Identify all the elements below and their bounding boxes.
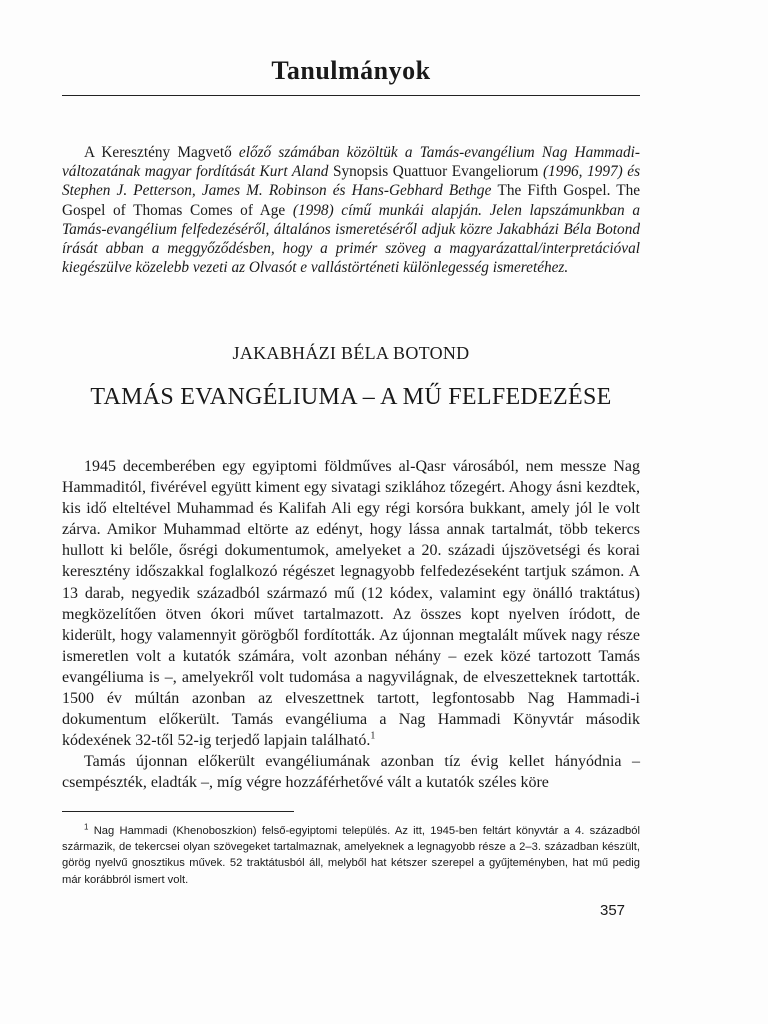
intro-text-italic: (1998) című munkái alapján. Jelen lapszámunkban a Tamás-evangélium felfedezéséről, általános ismeretéséről adjuk közre Jakabházi Béla Botond írását abban a meggyőződésben, hogy a primér szöveg a magyarázattal/interpretációval kiegészülve közelebb vezeti az Olvasót e vallástörténeti különlegesség ismeretéhez.	[62, 201, 640, 277]
intro-text-italic: (1996, 1997) és Stephen J. Petterson, James M. Robinson és Hans-Gebhard Bethge	[62, 163, 641, 200]
intro-text: The Fifth Gospel. The Gospel of Thomas Comes of Age	[62, 182, 641, 219]
article-body	[62, 456, 640, 794]
body-paragraph	[62, 456, 640, 751]
paragraph-text: 1945 decemberében egy egyiptomi földműves al-Qasr városából, nem messze Nag Hammaditól, fivérével együtt kiment egy sivatagi sziklához tőzegért. Ahogy ásni kezdtek, kis idő elteltével Muhammad és Kalifah Ali egy régi korsóra bukkant, amely jól le volt zárva. Amikor Muhammad eltörte az edényt, hogy lássa annak tartalmát, több tekercs hullott ki belőle, ősrégi dokumentumok, amelyeket a 20. századi újszövetségi és korai keresztény időszakkal foglalkozó régészet legnagyobb felfedezéseként tartjuk számon. A 13 darab, negyedik századból származó mű (12 kódex, valamint egy önálló traktátus) megközelítően ötven ókori művet tartalmazott. Az összes kopt nyelven íródott, de kiderült, hogy valamennyit görögből fordították. Az újonnan megtalált művek nagy része ismeretlen volt a kutatók számára, volt azonban néhány – ezek közé tartozott Tamás evangéliuma is –, amelyekről volt tudomása a nagyvilágnak, de elveszetteknek tartották. 1500 év múltán azonban az elveszettnek tartott, legfontosabb Nag Hammadi-i dokumentum előkerült. Tamás evangéliuma a Nag Hammadi Könyvtár második kódexének 32-től 52-ig terjedő lapjain található.	[62, 458, 640, 750]
footnote-rule	[62, 811, 294, 812]
editorial-intro	[62, 143, 640, 277]
page-number: 357	[600, 902, 626, 919]
footnote	[62, 823, 640, 888]
section-header: Tanulmányok	[271, 56, 431, 85]
footnote-reference: 1	[370, 730, 376, 742]
article-title: TAMÁS EVANGÉLIUMA – A MŰ FELFEDEZÉSE	[90, 384, 612, 410]
intro-text: A Keresztény Magvető	[84, 144, 239, 161]
article-author: JAKABHÁZI BÉLA BOTOND	[232, 343, 470, 363]
footnote-marker: 1	[84, 822, 89, 832]
body-paragraph: Tamás újonnan előkerült evangéliumának azonban tíz évig kellet hányódnia – csempészték, eladták –, míg végre hozzáférhetővé vált a kutatók széles köre	[62, 753, 640, 792]
intro-text: Synopsis Quattuor Evangeliorum	[332, 163, 543, 181]
footnote-text: Nag Hammadi (Khenoboszkion) felső-egyiptomi település. Az itt, 1945-ben feltárt könyvtár a 4. századból származik, de tekercsei olyan szövegeket tartalmaznak, amelyeknek a legnagyobb része a 2–3. században készült, görög nyelvű gnosztikus művek. 52 traktátusból áll, melyből hat kétszer szerepel a gyűjteményben, hat mű pedig már korábbról ismert volt.	[62, 825, 640, 886]
intro-text-italic: előző számában közöltük a Tamás-evangélium Nag Hammadi-változatának magyar fordítását Kurt Aland	[62, 144, 640, 181]
header-rule	[62, 95, 640, 96]
